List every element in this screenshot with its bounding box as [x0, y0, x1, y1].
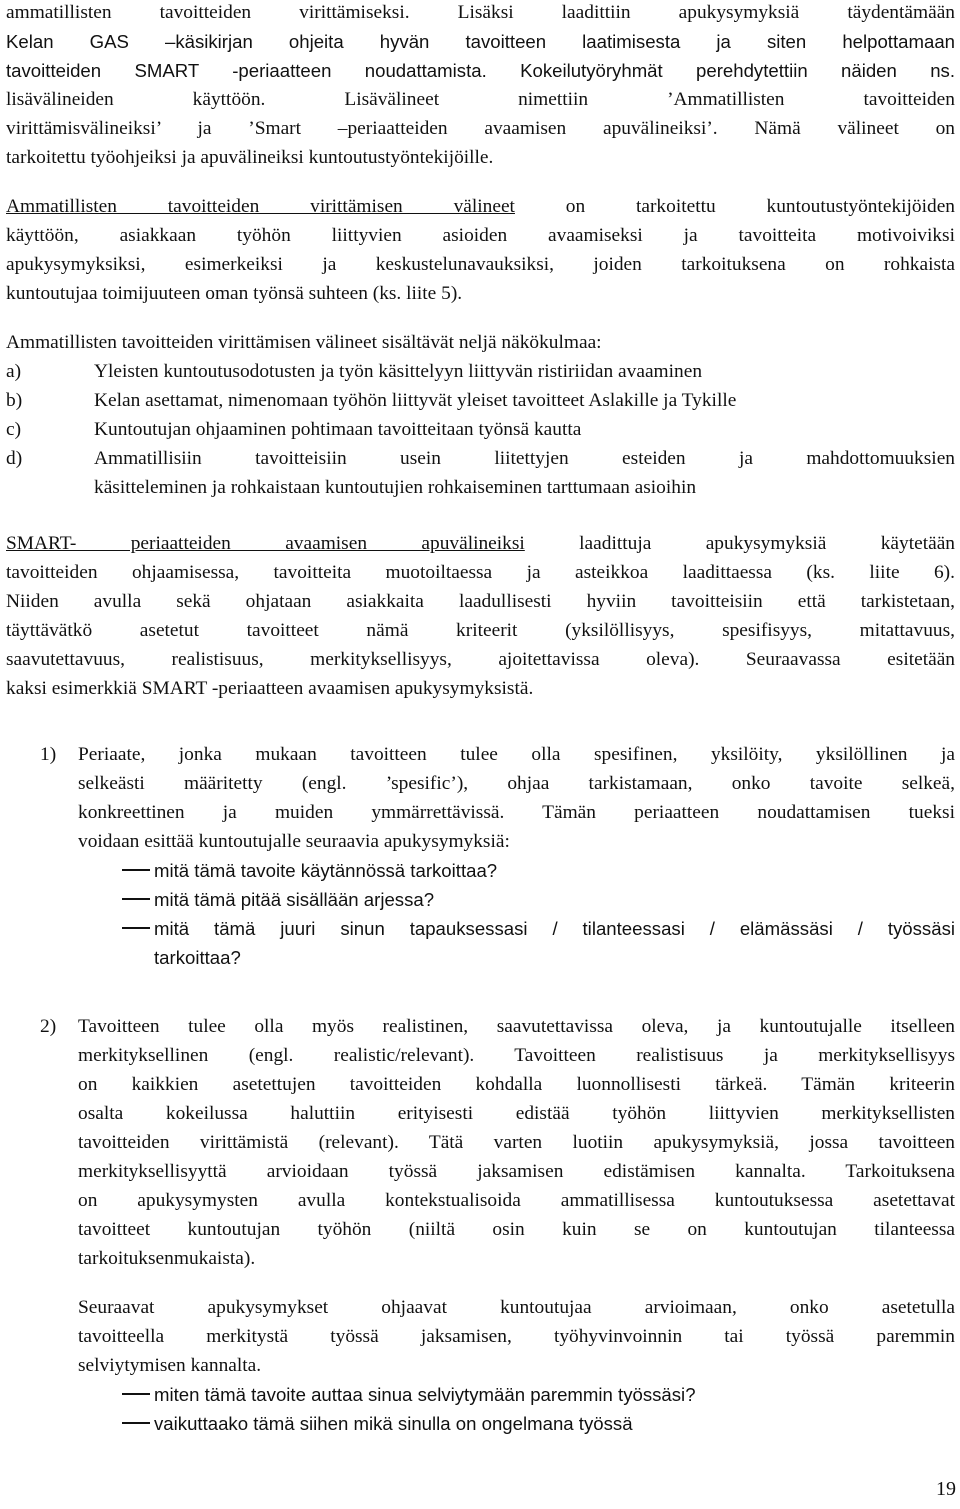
- numbered-item: [6, 1012, 955, 1438]
- underlined-term: SMART- periaatteiden avaamisen apuvälineiksi: [6, 533, 525, 554]
- underlined-term: Ammatillisten tavoitteiden virittämisen välineet: [6, 196, 515, 217]
- question-item: mitä tämä tavoite käytännössä tarkoittaa?: [78, 856, 955, 885]
- text-line: tarkoitettu työohjeiksi ja apuvälineiksi kuntoutustyöntekijöille.: [6, 147, 494, 168]
- text-line: Niiden avulla sekä ohjataan asiakkaita laadullisesti hyviin tavoitteisiin että tarkistetaan,: [6, 591, 955, 612]
- paragraph-intro: [6, 0, 955, 172]
- list-item-text: Kuntoutujan ohjaaminen pohtimaan tavoitteitaan työnsä kautta: [94, 419, 582, 440]
- question-item: miten tämä tavoite auttaa sinua selviytymään paremmin työssäsi?: [78, 1380, 955, 1409]
- document-page: [6, 0, 955, 1438]
- list-marker: d): [6, 448, 23, 469]
- question-item: vaikuttaako tämä siihen mikä sinulla on ongelmana työssä: [78, 1409, 955, 1438]
- list-marker: 1): [40, 744, 57, 765]
- list-marker: c): [6, 419, 22, 440]
- question-item: mitä tämä juuri sinun tapauksessasi / tilanteessasi / elämässäsi / työssäsi tarkoittaa?: [78, 914, 955, 972]
- text-line: käyttöön, asiakkaan työhön liittyvien asioiden avaamiseksi ja tavoitteita motivoiviksi: [6, 225, 955, 246]
- list-item-text: Ammatillisiin tavoitteisiin usein liitettyjen esteiden ja mahdottomuuksien käsitteleminen ja rohkaistaan kuntoutujien rohkaiseminen tarttumaan asioihin: [94, 448, 955, 498]
- text-line: virittämisvälineiksi’ ja ’Smart –periaatteiden avaamisen apuvälineiksi’. Nämä välineet on: [6, 118, 955, 139]
- page-number: 19: [936, 1478, 956, 1500]
- text-line: kuntoutujaa toimijuuteen oman työnsä suhteen (ks. liite 5).: [6, 283, 463, 304]
- perspective-list: [6, 357, 955, 502]
- list-marker: a): [6, 361, 22, 382]
- text-line: SMART- periaatteiden avaamisen apuvälineiksi laadittuja apukysymyksiä käytetään: [6, 533, 955, 554]
- list-item-text: Periaate, jonka mukaan tavoitteen tulee olla spesifinen, yksilöity, yksilöllinen ja selkeästi määritetty (engl. ’spesific’), ohjaa tarkistamaan, onko tavoite selkeä, konkreettinen ja muiden ymmärrettävissä. Tämän periaatteen noudattamisen tueksi voidaan esittää kuntoutujalle seuraavia apukysymyksiä:: [78, 744, 955, 852]
- dash-bullet-icon: [122, 1393, 150, 1395]
- text-line: saavutettavuus, realistisuus, merkityksellisyys, ajoitettavissa oleva). Seuraavassa esitetään: [6, 649, 955, 670]
- list-item: [6, 386, 955, 415]
- numbered-item: [6, 740, 955, 972]
- text-line: Kelan GAS –käsikirjan ohjeita hyvän tavoitteen laatimisesta ja siten helpottamaan: [6, 31, 955, 52]
- list-item-text: Kelan asettamat, nimenomaan työhön liittyvät yleiset tavoitteet Aslakille ja Tykille: [94, 390, 737, 411]
- list-item: [6, 415, 955, 444]
- list-item-text: Yleisten kuntoutusodotusten ja työn käsittelyyn liittyvän ristiriidan avaaminen: [94, 361, 703, 382]
- text-line: tavoitteiden SMART -periaatteen noudattamista. Kokeilutyöryhmät perehdytettiin näiden ns.: [6, 60, 955, 81]
- dash-bullet-icon: [122, 869, 150, 871]
- paragraph-smart: [6, 529, 955, 703]
- text-line: ammatillisten tavoitteiden virittämiseksi. Lisäksi laadittiin apukysymyksiä täydentämään: [6, 2, 955, 23]
- dash-bullet-icon: [122, 1422, 150, 1424]
- list-item: [6, 444, 955, 502]
- text-line: apukysymyksiksi, esimerkeiksi ja keskustelunavauksiksi, joiden tarkoituksena on rohkaista: [6, 254, 955, 275]
- paragraph-perspectives: [6, 328, 955, 502]
- list-item-text: Tavoitteen tulee olla myös realistinen, saavutettavissa oleva, ja kuntoutujalle itselleen merkityksellinen (engl. realistic/relevant). Tavoitteen realistisuus ja merkityksellisyys on kaikkien asetettujen tavoitteiden kohdalla luonnollisesti tärkeä. Tämän kriteerin osalta kokeilussa haluttiin erityisesti edistää työhön liittyvien merkityksellisten tavoitteiden virittämistä (relevant). Tätä varten luotiin apukysymyksiä, jossa tavoitteen merkityksellisyyttä arvioidaan työssä jaksamisen edistämisen kannalta. Tarkoituksena on apukysymysten avulla kontekstualisoida ammatillisessa kuntoutuksessa asetettavat tavoitteet kuntoutujan työhön (niiltä osin kuin se on kuntoutujan tilanteessa tarkoituksenmukaista). Seuraavat apukysymykset ohjaavat kuntoutujaa arvioimaan, onko asetetulla tavoitteella merkitystä työssä jaksamisen, työhyvinvoinnin tai työssä paremmin selviytymisen kannalta.: [78, 1016, 955, 1376]
- dash-bullet-icon: [122, 898, 150, 900]
- text-line: tavoitteiden ohjaamisessa, tavoitteita muotoiltaessa ja asteikkoa laadittaessa (ks. liite 6).: [6, 562, 955, 583]
- paragraph-tools: [6, 192, 955, 308]
- question-item: mitä tämä pitää sisällään arjessa?: [78, 885, 955, 914]
- list-marker: 2): [40, 1016, 57, 1037]
- text-line: Ammatillisten tavoitteiden virittämisen välineet on tarkoitettu kuntoutustyöntekijöiden: [6, 196, 956, 217]
- list-item: [6, 357, 955, 386]
- dash-bullet-icon: [122, 927, 150, 929]
- list-marker: b): [6, 390, 23, 411]
- text-line: Ammatillisten tavoitteiden virittämisen välineet sisältävät neljä näkökulmaa:: [6, 332, 602, 353]
- text-line: lisävälineiden käyttöön. Lisävälineet nimettiin ’Ammatillisten tavoitteiden: [6, 89, 955, 110]
- text-line: kaksi esimerkkiä SMART -periaatteen avaamisen apukysymyksistä.: [6, 678, 534, 699]
- text-line: täyttävätkö asetetut tavoitteet nämä kriteerit (yksilöllisyys, spesifisyys, mitattavuus,: [6, 620, 955, 641]
